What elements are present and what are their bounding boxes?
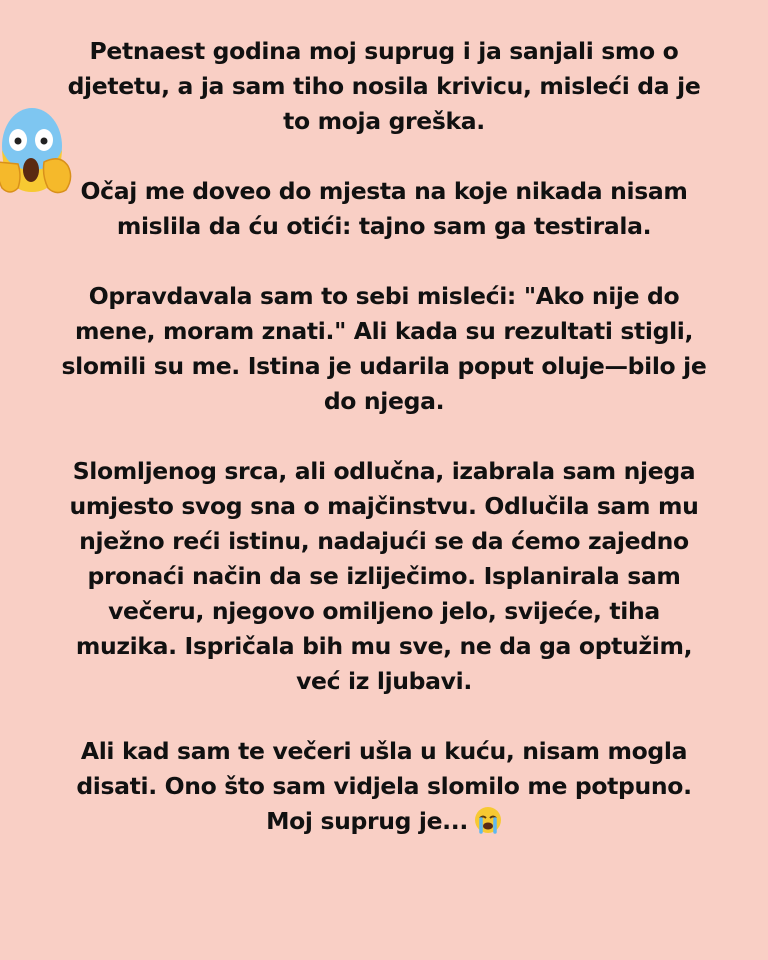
final-line-text: Moj suprug je... [266, 807, 468, 835]
text-line-with-emoji [24, 804, 744, 839]
paragraph-3 [24, 279, 744, 419]
paragraph-4 [24, 454, 744, 699]
text-line: Ali kad sam te večeri ušla u kuću, nisam mogla [80, 737, 688, 765]
text-line: Petnaest godina moj suprug i ja sanjali smo o [89, 37, 679, 65]
text-line: to moja greška. [283, 107, 485, 135]
text-line: umjesto svog sna o majčinstvu. Odlučila sam mu [69, 492, 699, 520]
text-line: pronaći način da se izliječimo. Isplanirala sam [87, 562, 681, 590]
text-line: Slomljenog srca, ali odlučna, izabrala sam njega [72, 457, 696, 485]
paragraph-1 [24, 34, 744, 139]
paragraph-5 [24, 734, 744, 839]
text-line: Očaj me doveo do mjesta na koje nikada nisam [80, 177, 688, 205]
text-line: muzika. Ispričala bih mu sve, ne da ga optužim, [75, 632, 693, 660]
text-line: do njega. [323, 387, 445, 415]
text-line: mene, moram znati." Ali kada su rezultati stigli, [74, 317, 694, 345]
text-line: mislila da ću otići: tajno sam ga testirala. [116, 212, 652, 240]
post-text [24, 34, 744, 839]
text-line: večeru, njegovo omiljeno jelo, svijeće, tiha [108, 597, 660, 625]
paragraph-2 [24, 174, 744, 244]
text-line: slomili su me. Istina je udarila poput oluje—bilo je [61, 352, 707, 380]
text-line: disati. Ono što sam vidjela slomilo me potpuno. [76, 772, 692, 800]
text-line: nježno reći istinu, nadajući se da ćemo zajedno [79, 527, 689, 555]
text-line: Opravdavala sam to sebi misleći: "Ako nije do [88, 282, 680, 310]
text-line: već iz ljubavi. [296, 667, 472, 695]
text-line: djetetu, a ja sam tiho nosila krivicu, misleći da je [67, 72, 701, 100]
loudly-crying-face-icon [474, 806, 502, 834]
